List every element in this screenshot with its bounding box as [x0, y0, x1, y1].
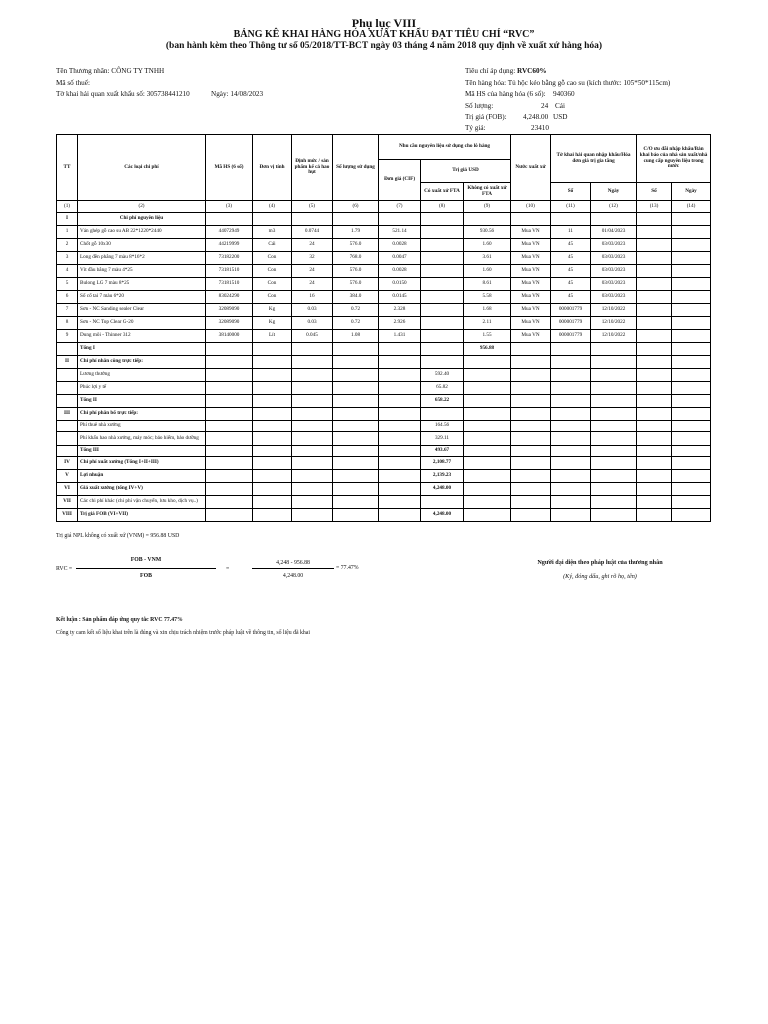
header-co-no: Số	[637, 183, 672, 201]
material-hs-code: 44219999	[206, 239, 253, 252]
material-unit: Kg	[253, 317, 292, 330]
col-num: (8)	[421, 201, 464, 213]
material-origin-value	[421, 239, 464, 252]
material-tt: 7	[57, 304, 78, 317]
material-decl-date: 03/03/2023	[591, 252, 637, 265]
material-qty: 1.08	[333, 330, 379, 343]
material-unit: m3	[253, 226, 292, 239]
col-num: (13)	[637, 201, 672, 213]
material-origin-value	[421, 317, 464, 330]
material-name: Bulong LG 7 màu 8*25	[78, 278, 206, 291]
material-decl-date: 03/03/2023	[591, 265, 637, 278]
col-num: (10)	[511, 201, 551, 213]
material-decl-date: 12/10/2022	[591, 330, 637, 343]
material-tt: 4	[57, 265, 78, 278]
material-co-date	[672, 317, 711, 330]
document-title: BẢNG KÊ KHAI HÀNG HÓA XUẤT KHẨU ĐẠT TIÊU CHÍ “RVC”	[233, 29, 535, 40]
summary-label: Chi phí xuất xưởng (Tổng I+II+III)	[78, 457, 206, 470]
material-unit: Con	[253, 265, 292, 278]
material-hs-code: 32089090	[206, 304, 253, 317]
fob-label: Trị giá (FOB):	[465, 113, 507, 121]
material-co-date	[672, 252, 711, 265]
material-co-no	[637, 317, 672, 330]
material-norm: 0.045	[292, 330, 333, 343]
material-tt: 6	[57, 291, 78, 304]
material-decl-no: 45	[551, 278, 591, 291]
trader-name: Tên Thương nhân: CÔNG TY TNHH	[56, 67, 165, 75]
material-qty: 0.72	[333, 304, 379, 317]
material-country: Mua VN	[511, 291, 551, 304]
material-norm: 0.0744	[292, 226, 333, 239]
material-decl-no: 45	[551, 291, 591, 304]
material-origin-value	[421, 252, 464, 265]
material-decl-date: 03/03/2023	[591, 239, 637, 252]
summary-label: Giá xuất xưởng (tổng IV+V)	[78, 483, 206, 496]
material-unit: Cái	[253, 239, 292, 252]
header-tt: TT	[57, 135, 78, 201]
commitment-statement: Công ty cam kết số liệu khai trên là đúng và xin chịu trách nhiệm trước pháp luật về thông tin, số liệu đã khai	[56, 630, 310, 636]
material-qty: 768.0	[333, 252, 379, 265]
summary-value: 4,248.00	[421, 483, 464, 496]
summary-label: Các chi phí khác (chi phí vận chuyển, lưu kho, dịch vụ..)	[78, 496, 206, 509]
material-norm: 32	[292, 252, 333, 265]
material-hs-code: 73181510	[206, 265, 253, 278]
section-title: Chi phí nhân công trực tiếp:	[78, 356, 206, 369]
material-country: Mua VN	[511, 278, 551, 291]
rvc-label: RVC =	[56, 566, 73, 572]
document-subtitle: (ban hành kèm theo Thông tư số 05/2018/TT-BCT ngày 03 tháng 4 năm 2018 quy định về xuất xứ hàng hóa)	[165, 41, 603, 51]
summary-value: 4,248.00	[421, 509, 464, 522]
material-qty: 0.72	[333, 317, 379, 330]
material-unit: Con	[253, 291, 292, 304]
material-norm: 24	[292, 265, 333, 278]
material-name: Ván ghép gỗ cao su AB 22*1220*2440	[78, 226, 206, 239]
material-unit: Lít	[253, 330, 292, 343]
cost-name: Lương thưởng	[78, 369, 206, 382]
section-number: III	[57, 408, 78, 421]
material-hs-code: 73181510	[206, 278, 253, 291]
material-row	[57, 265, 711, 278]
cost-row	[57, 421, 711, 432]
material-decl-no: 000001779	[551, 304, 591, 317]
material-non-origin-value: 1.68	[464, 304, 511, 317]
material-unit-price: 521.14	[379, 226, 421, 239]
material-non-origin-value: 8.61	[464, 278, 511, 291]
exchange-rate-label: Tỷ giá:	[465, 124, 486, 132]
material-co-date	[672, 278, 711, 291]
header-decl-no: Số	[551, 183, 591, 201]
material-qty: 1.79	[333, 226, 379, 239]
material-co-no	[637, 265, 672, 278]
material-unit-price: 0.0145	[379, 291, 421, 304]
material-norm: 16	[292, 291, 333, 304]
material-tt: 8	[57, 317, 78, 330]
hs-code-label: Mã HS của hàng hóa (6 số):	[465, 90, 546, 98]
rvc-result: = 77.47%	[336, 565, 359, 571]
material-non-origin-value: 2.11	[464, 317, 511, 330]
declaration-date: Ngày: 14/08/2023	[211, 90, 264, 98]
calc-divider	[252, 568, 334, 569]
material-non-origin-value: 1.55	[464, 330, 511, 343]
material-non-origin-value: 1.60	[464, 239, 511, 252]
col-num: (5)	[292, 201, 333, 213]
summary-row	[57, 509, 711, 522]
header-qty-used: Số lượng sử dụng	[333, 135, 379, 201]
material-country: Mua VN	[511, 226, 551, 239]
calc-denominator: 4,248.00	[282, 573, 304, 579]
customs-declaration: Tờ khai hải quan xuất khẩu số: 305738441210	[56, 90, 190, 98]
col-num: (2)	[78, 201, 206, 213]
material-country: Mua VN	[511, 239, 551, 252]
material-name: Sơn - NC Sanding sealer Clear	[78, 304, 206, 317]
material-co-no	[637, 239, 672, 252]
total-value: 956.88	[464, 343, 511, 356]
summary-row	[57, 470, 711, 483]
section-row	[57, 213, 711, 226]
material-co-date	[672, 330, 711, 343]
cost-table	[56, 134, 711, 522]
summary-row	[57, 483, 711, 496]
material-origin-value	[421, 226, 464, 239]
material-unit-price: 0.0028	[379, 239, 421, 252]
material-tt: 5	[57, 278, 78, 291]
total-label: Tổng I	[78, 343, 206, 356]
material-origin-value	[421, 330, 464, 343]
summary-row	[57, 496, 711, 509]
total-row	[57, 395, 711, 408]
material-decl-no: 45	[551, 239, 591, 252]
material-row	[57, 252, 711, 265]
material-norm: 24	[292, 239, 333, 252]
section-title: Chi phí phân bổ trực tiếp:	[78, 408, 206, 421]
material-unit-price: 2.926	[379, 317, 421, 330]
material-co-date	[672, 226, 711, 239]
material-row	[57, 226, 711, 239]
material-row	[57, 330, 711, 343]
summary-value	[421, 496, 464, 509]
representative-signature-note: (Ký, đóng dấu, ghi rõ họ, tên)	[563, 573, 637, 580]
material-decl-no: 000001779	[551, 330, 591, 343]
total-value: 493.67	[421, 446, 464, 457]
summary-number: VI	[57, 483, 78, 496]
material-name: Chốt gỗ 10x30	[78, 239, 206, 252]
header-value-usd: Trị giá USD	[421, 160, 511, 183]
col-num: (7)	[379, 201, 421, 213]
summary-number: IV	[57, 457, 78, 470]
material-origin-value	[421, 291, 464, 304]
material-hs-code: 38140000	[206, 330, 253, 343]
material-tt: 3	[57, 252, 78, 265]
summary-number: V	[57, 470, 78, 483]
cost-value: 65.82	[421, 382, 464, 395]
material-name: Sơn - NC Top Clear G-20	[78, 317, 206, 330]
header-decl-date: Ngày	[591, 183, 637, 201]
material-tt: 2	[57, 239, 78, 252]
material-row	[57, 239, 711, 252]
summary-number: VIII	[57, 509, 78, 522]
col-num: (11)	[551, 201, 591, 213]
total-row	[57, 343, 711, 356]
header-origin-fta: Có xuất xứ FTA	[421, 183, 464, 201]
header-customs-declaration: Tờ khai hải quan nhập khẩu/Hóa đơn giá trị gia tăng	[551, 135, 637, 183]
header-unit-price: Đơn giá (CIF)	[379, 160, 421, 201]
material-country: Mua VN	[511, 265, 551, 278]
material-decl-date: 01/04/2023	[591, 226, 637, 239]
material-decl-no: 11	[551, 226, 591, 239]
summary-label: Lợi nhuận	[78, 470, 206, 483]
material-country: Mua VN	[511, 317, 551, 330]
col-num: (1)	[57, 201, 78, 213]
material-country: Mua VN	[511, 304, 551, 317]
material-hs-code: 32089090	[206, 317, 253, 330]
header-unit: Đơn vị tính	[253, 135, 292, 201]
section-number: I	[57, 213, 78, 226]
col-num: (4)	[253, 201, 292, 213]
conclusion: Kết luận : Sản phẩm đáp ứng quy tắc RVC 77.47%	[56, 617, 183, 623]
material-co-no	[637, 226, 672, 239]
header-hs-code: Mã HS (6 số)	[206, 135, 253, 201]
exchange-rate-value: 23410	[531, 124, 549, 132]
hs-code-value: 940360	[553, 90, 575, 98]
material-country: Mua VN	[511, 330, 551, 343]
cost-value: 592.40	[421, 369, 464, 382]
cost-value: 329.11	[421, 432, 464, 446]
material-co-no	[637, 252, 672, 265]
total-label: Tổng II	[78, 395, 206, 408]
summary-number: VII	[57, 496, 78, 509]
header-country: Nước xuất xứ	[511, 135, 551, 201]
col-num: (14)	[672, 201, 711, 213]
material-co-no	[637, 304, 672, 317]
material-decl-no: 000001779	[551, 317, 591, 330]
header-materials: Nhu cầu nguyên liệu sử dụng cho lô hàng	[379, 135, 511, 160]
header-norm: Định mức / sản phẩm kể cả hao hụt	[292, 135, 333, 201]
material-unit-price: 1.431	[379, 330, 421, 343]
material-co-date	[672, 239, 711, 252]
material-non-origin-value: 1.60	[464, 265, 511, 278]
material-qty: 576.0	[333, 239, 379, 252]
summary-row	[57, 457, 711, 470]
material-non-origin-value: 3.61	[464, 252, 511, 265]
material-co-date	[672, 265, 711, 278]
cost-name: Phí thuê nhà xưởng	[78, 421, 206, 432]
material-unit: Con	[253, 278, 292, 291]
material-hs-code: 73182200	[206, 252, 253, 265]
section-title: Chi phí nguyên liệu	[78, 213, 206, 226]
fob-value: 4,248.00	[523, 113, 549, 121]
material-co-no	[637, 330, 672, 343]
material-name: Vít đầu bằng 7 màu 4*25	[78, 265, 206, 278]
criteria: Tiêu chí áp dụng: RVC60%	[465, 67, 547, 75]
section-row	[57, 356, 711, 369]
tax-code: Mã số thuế:	[56, 79, 90, 87]
header-cost-type: Các loại chi phí	[78, 135, 206, 201]
representative-title: Người đại diện theo pháp luật của thương nhân	[537, 559, 663, 566]
cost-row	[57, 432, 711, 446]
material-non-origin-value: 930.56	[464, 226, 511, 239]
material-decl-date: 03/03/2023	[591, 291, 637, 304]
material-origin-value	[421, 278, 464, 291]
material-co-date	[672, 291, 711, 304]
summary-label: Trị giá FOB (VI+VII)	[78, 509, 206, 522]
material-qty: 576.0	[333, 278, 379, 291]
col-num: (3)	[206, 201, 253, 213]
fob-unit: USD	[553, 113, 568, 121]
total-label: Tổng III	[78, 446, 206, 457]
total-value: 658.22	[421, 395, 464, 408]
material-row	[57, 278, 711, 291]
cost-row	[57, 369, 711, 382]
material-origin-value	[421, 265, 464, 278]
total-row	[57, 446, 711, 457]
column-numbers-row	[57, 201, 711, 213]
material-co-no	[637, 278, 672, 291]
material-row	[57, 291, 711, 304]
non-origin-note: Trị giá NPL không có xuất xứ (VNM) = 956.88 USD	[56, 533, 180, 539]
material-tt: 1	[57, 226, 78, 239]
material-tt: 9	[57, 330, 78, 343]
material-qty: 576.0	[333, 265, 379, 278]
material-unit-price: 2.328	[379, 304, 421, 317]
material-unit-price: 0.0028	[379, 265, 421, 278]
col-num: (9)	[464, 201, 511, 213]
formula-divider	[76, 568, 216, 569]
summary-value: 2,139.23	[421, 470, 464, 483]
quantity-unit: Cái	[555, 102, 565, 110]
material-decl-no: 45	[551, 252, 591, 265]
material-origin-value	[421, 304, 464, 317]
cost-row	[57, 382, 711, 395]
material-hs-code: 44072949	[206, 226, 253, 239]
material-decl-date: 12/10/2022	[591, 304, 637, 317]
cost-value: 164.56	[421, 421, 464, 432]
quantity-label: Số lượng:	[465, 102, 494, 110]
material-decl-date: 12/10/2022	[591, 317, 637, 330]
material-row	[57, 317, 711, 330]
cost-name: Phúc lợi y tế	[78, 382, 206, 395]
header-non-origin-fta: Không có xuất xứ FTA	[464, 183, 511, 201]
material-name: Long đền phẳng 7 màu 8*16*2	[78, 252, 206, 265]
material-country: Mua VN	[511, 252, 551, 265]
material-co-date	[672, 304, 711, 317]
material-norm: 0.03	[292, 304, 333, 317]
material-rows	[57, 226, 711, 343]
section-number: II	[57, 356, 78, 369]
quantity-value: 24	[541, 102, 549, 110]
material-name: Dung môi - Thinner 312	[78, 330, 206, 343]
material-qty: 384.0	[333, 291, 379, 304]
equals-sign: =	[226, 566, 230, 572]
section-row	[57, 408, 711, 421]
material-decl-no: 45	[551, 265, 591, 278]
material-unit: Con	[253, 252, 292, 265]
material-co-no	[637, 291, 672, 304]
summary-value: 2,108.77	[421, 457, 464, 470]
goods-name: Tên hàng hóa: Tủ hộc kéo bằng gỗ cao su (kích thước: 105*50*115cm)	[465, 79, 671, 87]
col-num: (12)	[591, 201, 637, 213]
material-non-origin-value: 5.58	[464, 291, 511, 304]
appendix-title: Phụ lục VIII	[351, 16, 417, 30]
formula-numerator: FOB - VNM	[130, 557, 162, 563]
material-decl-date: 03/03/2023	[591, 278, 637, 291]
col-num: (6)	[333, 201, 379, 213]
header-co: C/O ưu đãi nhập khẩu/Bản khai báo của nhà sản xuất/nhà cung cấp nguyên liệu trong nước	[637, 135, 711, 183]
header-co-date: Ngày	[672, 183, 711, 201]
material-unit-price: 0.0150	[379, 278, 421, 291]
material-unit: Kg	[253, 304, 292, 317]
cost-name: Phí khấu hao nhà xưởng, máy móc; bảo hiểm, bảo dưỡng	[78, 432, 206, 446]
formula-denominator: FOB	[140, 573, 152, 579]
material-row	[57, 304, 711, 317]
material-norm: 0.03	[292, 317, 333, 330]
material-hs-code: 83024290	[206, 291, 253, 304]
material-norm: 24	[292, 278, 333, 291]
calc-numerator: 4,248 - 956.88	[276, 560, 310, 566]
material-name: Số cổ tai 7 màu 6*20	[78, 291, 206, 304]
material-unit-price: 0.0047	[379, 252, 421, 265]
